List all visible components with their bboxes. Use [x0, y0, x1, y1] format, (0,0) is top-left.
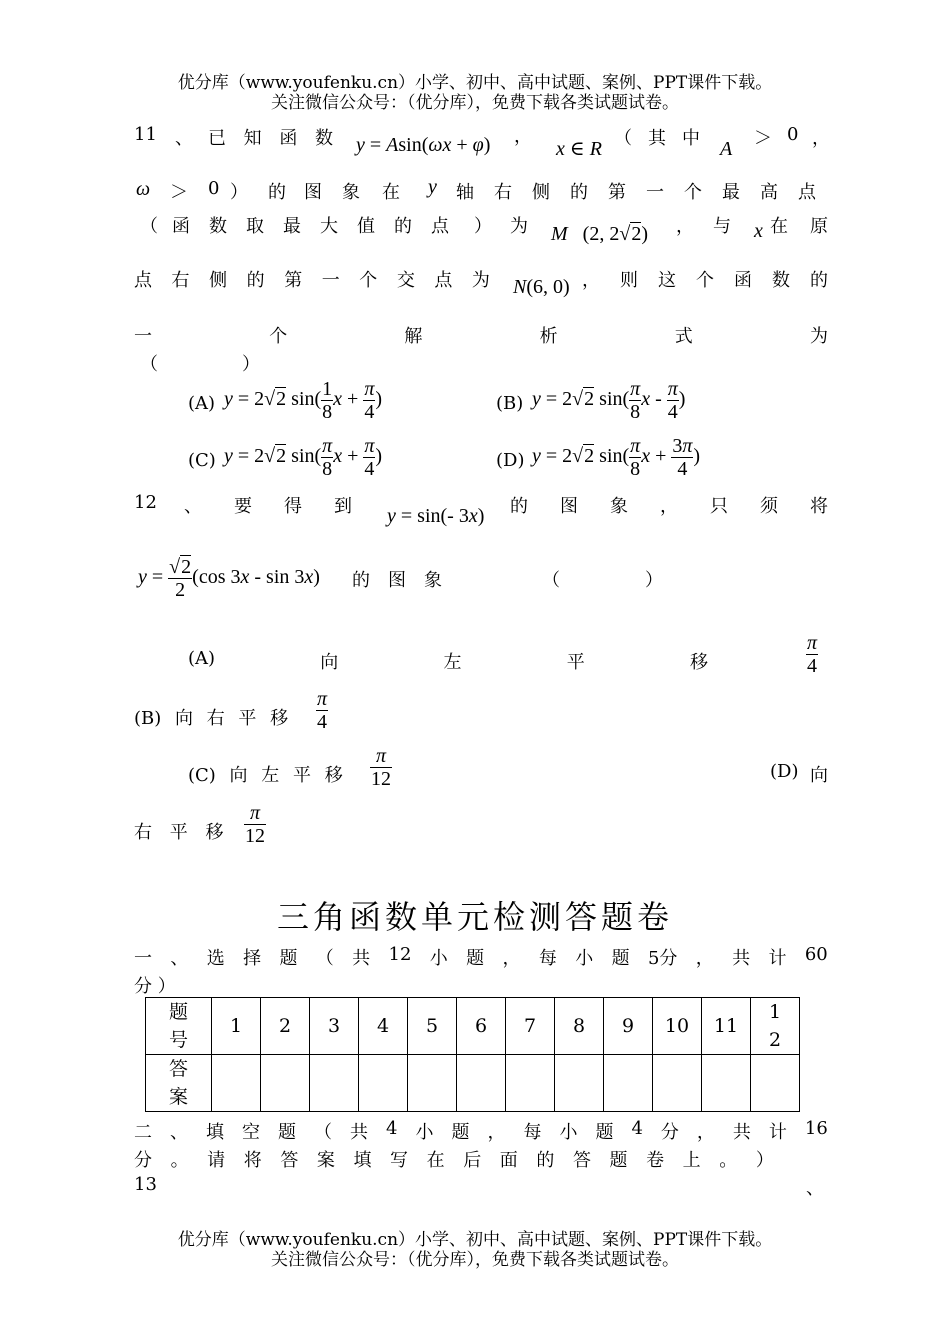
- answer-cell[interactable]: [457, 1055, 506, 1112]
- q11-option-c-label[interactable]: (C): [188, 450, 216, 471]
- answer-table-answer-row: [146, 1055, 800, 1112]
- q11-yu: 与: [713, 216, 731, 237]
- q11-number: 11: [134, 124, 157, 145]
- section-2-instructions: 分 。 请 将 答 案 填 写 在 后 面 的 答 题 卷 上 。 ）: [134, 1150, 774, 1171]
- q11-line-4: 点 右 侧 的 第 一 个 交 点 为: [134, 270, 490, 291]
- q11-option-d-label[interactable]: (D): [496, 450, 525, 471]
- q11-omega: ω: [136, 178, 151, 200]
- q12-paren-close: ）: [645, 570, 663, 591]
- q11-option-a-label[interactable]: (A): [188, 393, 216, 414]
- q11-zai-yuan: 在 原: [770, 216, 828, 237]
- question-number-cell: 5: [408, 998, 457, 1055]
- answer-cell[interactable]: [751, 1055, 800, 1112]
- q11-comma: ，: [514, 126, 532, 147]
- question-number-cell: 2: [261, 998, 310, 1055]
- q12-option-d-value: $\frac{\pi}{12}$: [245, 802, 265, 847]
- q12-option-c-value: $\frac{\pi}{12}$: [371, 745, 391, 790]
- answer-sheet-title: 三角函数单元检测答题卷: [276, 898, 673, 936]
- question-number-cell: 1 2: [751, 998, 800, 1055]
- question-number-cell: 9: [604, 998, 653, 1055]
- q13-sep: 、: [806, 1178, 824, 1199]
- q11-paren-close: ）: [242, 354, 260, 375]
- question-number-cell: 4: [359, 998, 408, 1055]
- q12-option-a-value: $\frac{\pi}{4}$: [807, 632, 818, 677]
- row-label-answer: 答 案: [146, 1055, 212, 1112]
- q11-A: A: [720, 138, 733, 160]
- answer-cell[interactable]: [310, 1055, 359, 1112]
- question-number-cell: 6: [457, 998, 506, 1055]
- header-line-2: 关注微信公众号：（优分库），免费下载各类试题试卷。: [271, 93, 679, 113]
- answer-cell[interactable]: [261, 1055, 310, 1112]
- q12-paren-open: （: [542, 570, 560, 591]
- q12-option-d-line-2: 右 平 移: [134, 822, 224, 843]
- answer-cell[interactable]: [555, 1055, 604, 1112]
- question-number-cell: 7: [506, 998, 555, 1055]
- q11-option-c-formula[interactable]: y = 2√2 sin( $\frac{\pi}{8}$ x + $\frac{\pi}{4}$ ): [224, 435, 383, 480]
- header-line-1: 优分库（www.youfenku.cn）小学、初中、高中试题、案例、PPT课件下载。: [177, 73, 773, 93]
- q11-y-var: y: [428, 176, 437, 198]
- q11-text-1: 已 知 函 数: [208, 128, 333, 149]
- answer-cell[interactable]: [604, 1055, 653, 1112]
- q11-gt: ＞: [754, 128, 772, 149]
- question-number-cell: 10: [653, 998, 702, 1055]
- answer-cell[interactable]: [212, 1055, 261, 1112]
- q11-option-a-formula[interactable]: y = 2√2 sin( $\frac{1}{8}$ x + $\frac{\pi}{4}$ ): [224, 378, 383, 423]
- answer-table: [145, 997, 800, 1112]
- section-1-heading-end: 分 ）: [134, 976, 176, 997]
- q11-comma-3: ，: [676, 216, 694, 237]
- q12-text-2: 的 图 象 ， 只 须 将: [510, 496, 828, 517]
- footer-line-2: 关注微信公众号：（优分库），免费下载各类试题试卷。: [271, 1250, 679, 1270]
- answer-table-number-row: [146, 998, 800, 1055]
- section-2-heading: 二 、 填 空 题 （ 共 4 小 题 ， 每 小 题 4 分 ， 共 计 16: [134, 1118, 828, 1143]
- q13-number: 13: [134, 1174, 157, 1195]
- answer-cell[interactable]: [653, 1055, 702, 1112]
- footer-line-1: 优分库（www.youfenku.cn）小学、初中、高中试题、案例、PPT课件下载。: [177, 1230, 773, 1250]
- q12-source-function: y = $\frac{√2}{2}$ (cos 3x - sin 3x): [138, 556, 320, 601]
- answer-cell[interactable]: [359, 1055, 408, 1112]
- q11-paren-open: （: [140, 354, 158, 375]
- answer-cell[interactable]: [702, 1055, 751, 1112]
- q12-option-a[interactable]: (A) 向 左 平 移: [188, 648, 708, 673]
- q11-x-var: x: [754, 220, 763, 242]
- q12-option-b[interactable]: (B) 向 右 平 移: [134, 708, 289, 729]
- answer-cell[interactable]: [506, 1055, 555, 1112]
- q11-text-2: （ 其 中: [614, 128, 700, 149]
- q11-line-5: 一 个 解 析 式 为: [134, 326, 828, 347]
- answer-cell[interactable]: [408, 1055, 457, 1112]
- q12-option-b-value: $\frac{\pi}{4}$: [317, 688, 328, 733]
- question-number-cell: 11: [702, 998, 751, 1055]
- q11-zero: 0: [787, 124, 799, 145]
- question-number-cell: 8: [555, 998, 604, 1055]
- question-number-cell: 3: [310, 998, 359, 1055]
- q11-sep: 、: [175, 128, 193, 149]
- q11-option-d-formula[interactable]: y = 2√2 sin( $\frac{\pi}{8}$ x + $\frac{3\pi}{4}$ ): [532, 435, 701, 480]
- q11-function-formula: y = Asin(ωx + φ): [356, 134, 491, 156]
- q11-option-b-label[interactable]: (B): [496, 393, 524, 414]
- q12-target-function: y = sin(- 3x): [387, 505, 485, 527]
- q11-intersection-point: N(6, 0): [513, 276, 570, 298]
- q11-max-point: M (2, 2√2): [551, 223, 648, 245]
- q12-option-c[interactable]: (C) 向 左 平 移: [188, 765, 343, 786]
- question-number-cell: 1: [212, 998, 261, 1055]
- q12-number: 12: [134, 492, 157, 513]
- q11-comma-2: ，: [812, 128, 830, 149]
- q11-option-b-formula[interactable]: y = 2√2 sin( $\frac{\pi}{8}$ x - $\frac{\pi}{4}$ ): [532, 378, 686, 423]
- section-1-heading: 一 、 选 择 题 （ 共 12 小 题 ， 每 小 题 5分 ， 共 计 60: [134, 944, 828, 969]
- row-label-number: 题 号: [146, 998, 212, 1055]
- q12-option-d[interactable]: (D) 向: [770, 761, 828, 786]
- q11-domain: x ∈ R: [556, 138, 602, 160]
